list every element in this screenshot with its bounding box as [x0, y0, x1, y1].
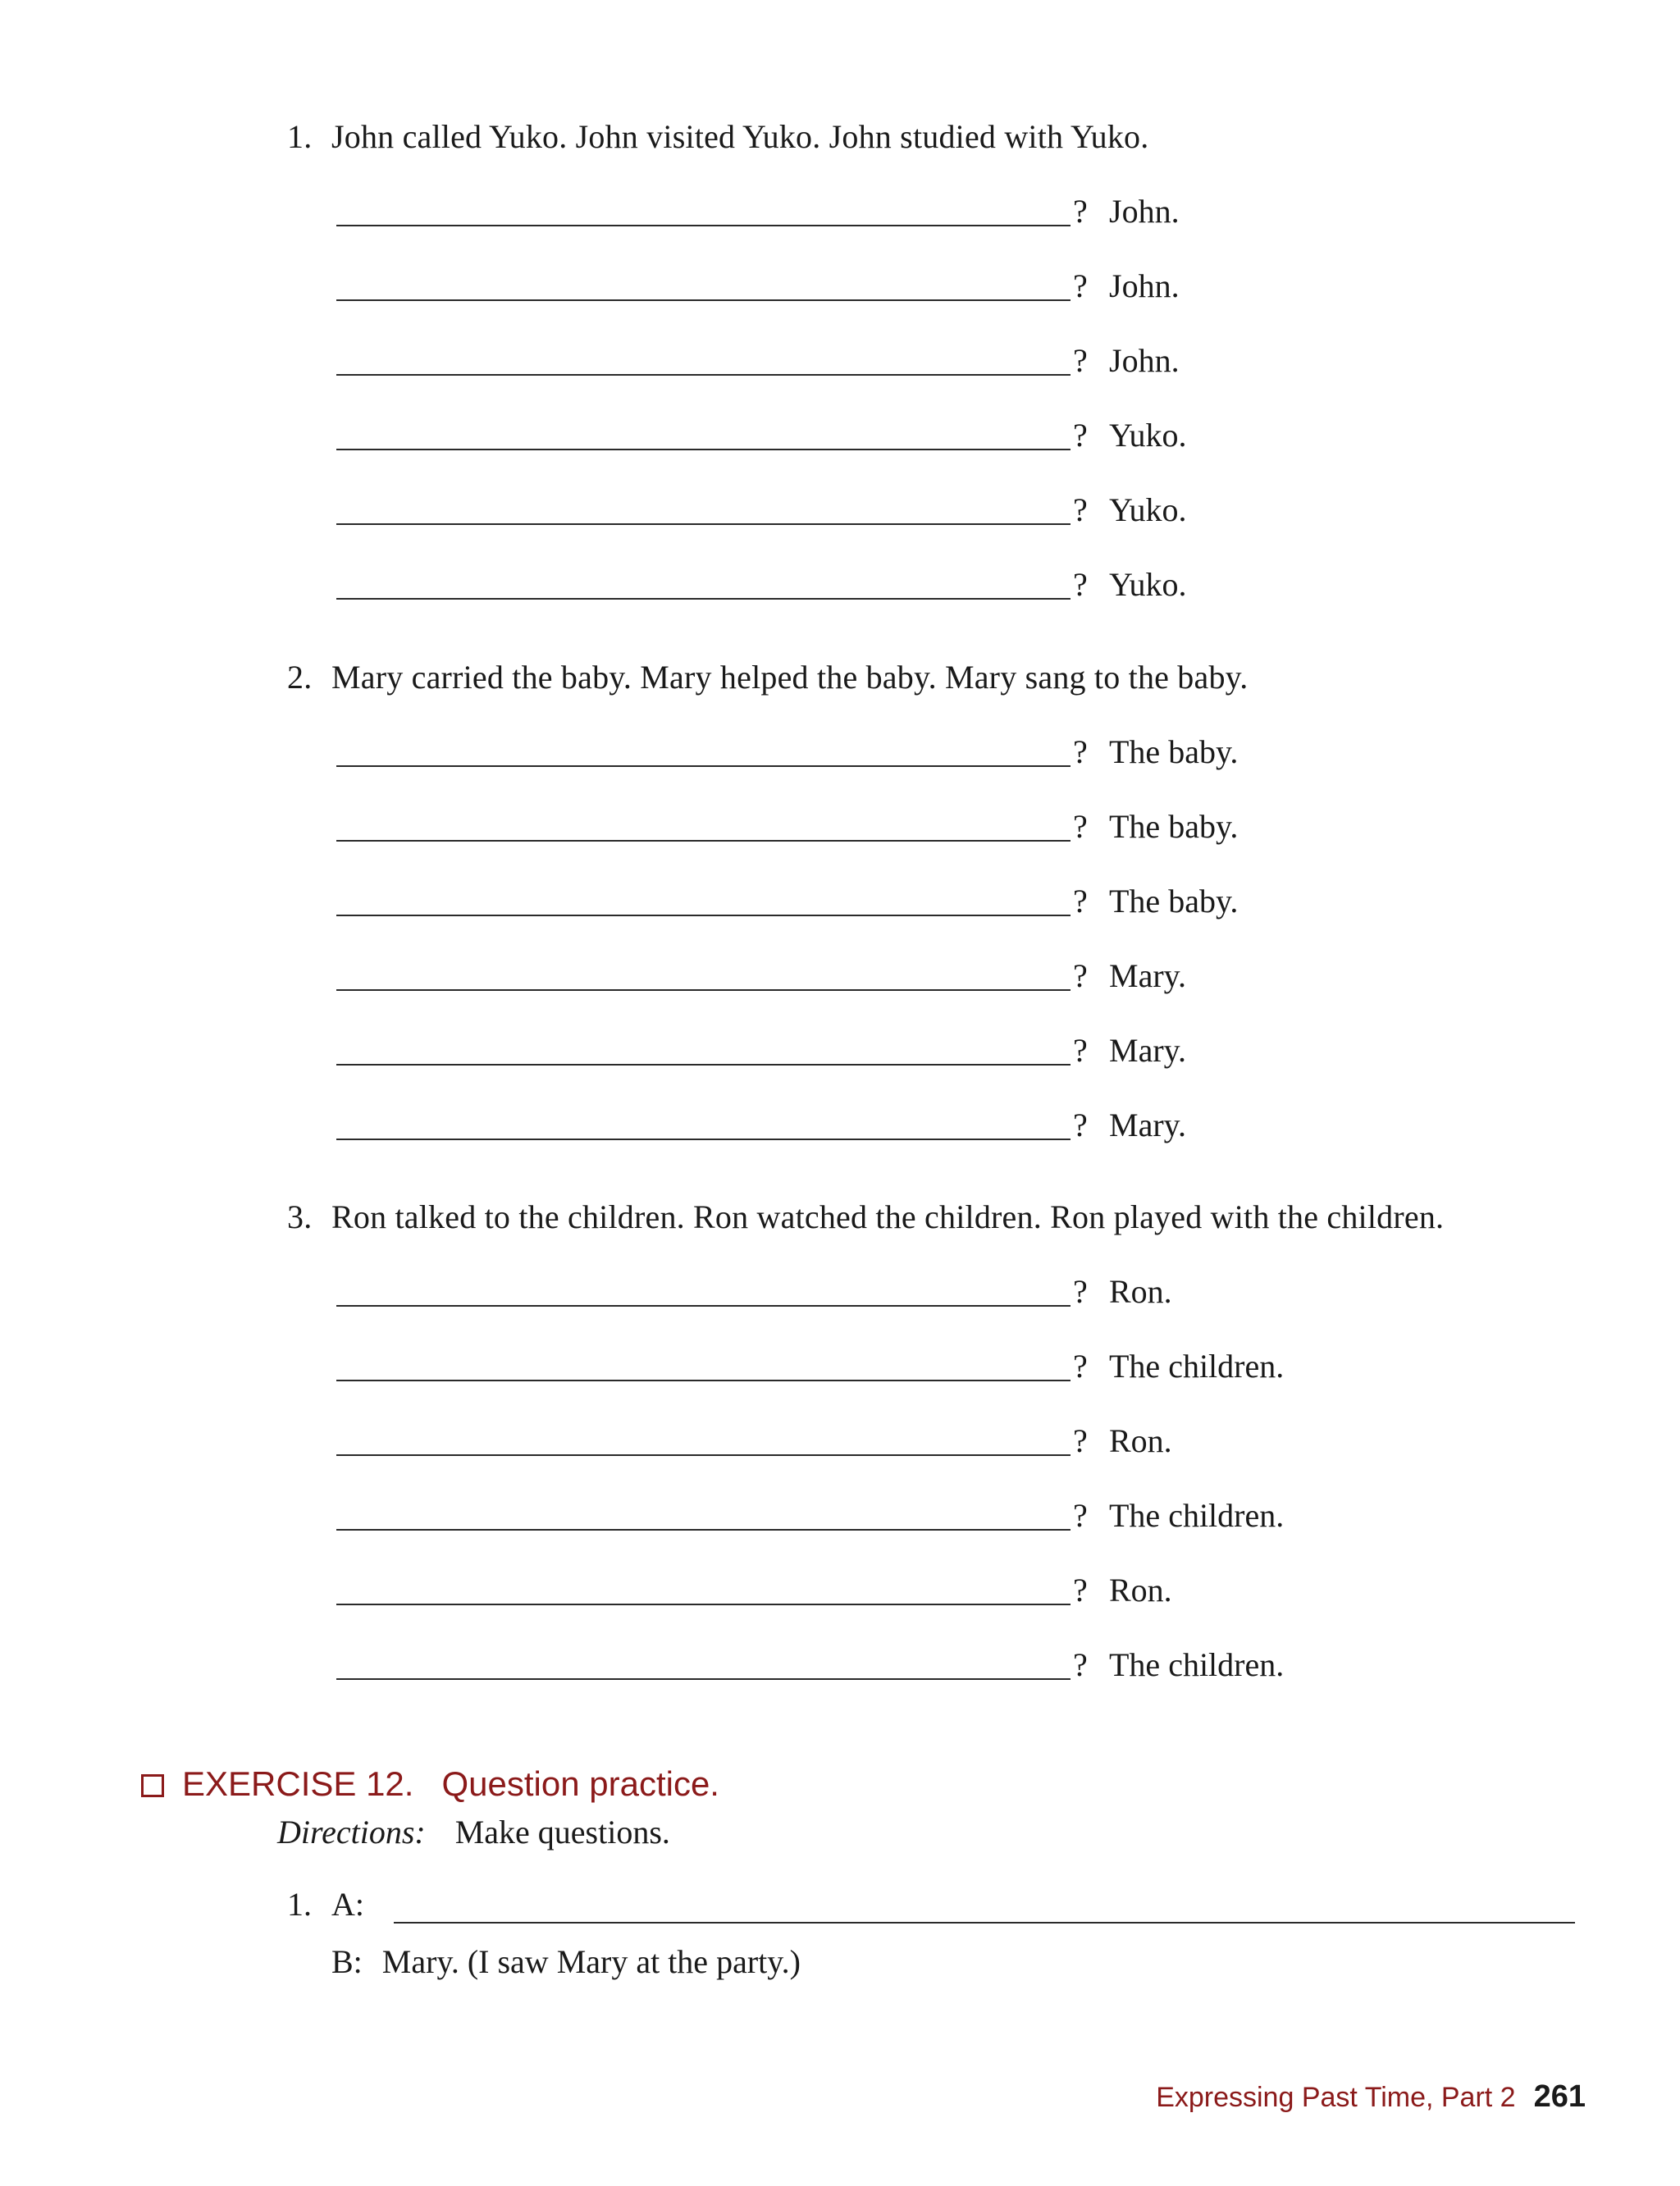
answer-text: The children.: [1109, 1348, 1285, 1385]
item-number: 1.: [287, 118, 313, 155]
item-prompt-text: John called Yuko. John visited Yuko. John studied with Yuko.: [331, 118, 1149, 155]
item-number: 2.: [287, 659, 313, 696]
answer-text: Ron.: [1109, 1572, 1172, 1609]
answer-text: The children.: [1109, 1646, 1285, 1683]
answer-text: Mary.: [1109, 957, 1187, 994]
question-mark: ?: [1073, 417, 1088, 454]
question-mark: ?: [1073, 566, 1088, 603]
answer-text: The baby.: [1109, 808, 1239, 845]
question-mark: ?: [1073, 1422, 1088, 1459]
answer-row: [287, 416, 1600, 491]
answer-text: Yuko.: [1109, 417, 1187, 454]
question-mark: ?: [1073, 808, 1088, 845]
question-mark: ?: [1073, 1273, 1088, 1310]
item-2: [287, 658, 1600, 1180]
dialog-line-a: [287, 1885, 364, 1924]
blank-line[interactable]: [336, 1604, 1071, 1605]
answer-row: [287, 1571, 1600, 1645]
answer-row: [287, 267, 1600, 341]
question-mark: ?: [1073, 883, 1088, 920]
chapter-title: Expressing Past Time, Part 2: [1156, 2082, 1516, 2113]
answer-row: [287, 1422, 1600, 1496]
blank-line[interactable]: [336, 225, 1071, 226]
question-mark: ?: [1073, 1646, 1088, 1683]
speaker-a-label: A:: [331, 1886, 364, 1923]
answer-text: Mary.: [1109, 1107, 1187, 1143]
blank-line[interactable]: [336, 1678, 1071, 1680]
question-mark: ?: [1073, 491, 1088, 528]
blank-line[interactable]: [336, 523, 1071, 525]
answer-row: [287, 1645, 1600, 1720]
answer-row: [287, 956, 1600, 1031]
question-mark: ?: [1073, 267, 1088, 304]
answer-text: Mary.: [1109, 1032, 1187, 1069]
blank-line[interactable]: [336, 765, 1071, 767]
question-mark: ?: [1073, 1497, 1088, 1534]
blank-line[interactable]: [336, 1064, 1071, 1066]
blank-line[interactable]: [336, 299, 1071, 301]
answer-text: Ron.: [1109, 1422, 1172, 1459]
directions-label: Directions:: [277, 1814, 426, 1851]
answer-text: Yuko.: [1109, 491, 1187, 528]
blank-line[interactable]: [336, 1529, 1071, 1531]
answer-row: [287, 1106, 1600, 1180]
answer-row: [287, 491, 1600, 565]
item-prompt: [287, 1198, 1600, 1237]
answer-text: Ron.: [1109, 1273, 1172, 1310]
answer-text: John.: [1109, 342, 1180, 379]
blank-line[interactable]: [336, 374, 1071, 376]
dialog-line-b: [331, 1942, 801, 1982]
blank-line[interactable]: [336, 1139, 1071, 1140]
answer-row: [287, 192, 1600, 267]
question-mark: ?: [1073, 957, 1088, 994]
answer-row: [287, 882, 1600, 956]
item-1: [287, 117, 1600, 640]
speaker-b-text: Mary. (I saw Mary at the party.): [381, 1943, 801, 1980]
speaker-b-label: B:: [331, 1943, 363, 1980]
dialog-number: 1.: [287, 1886, 312, 1923]
answer-row: [287, 1031, 1600, 1106]
question-mark: ?: [1073, 342, 1088, 379]
item-prompt: [287, 658, 1600, 697]
answer-row: [287, 341, 1600, 416]
answer-text: Yuko.: [1109, 566, 1187, 603]
blank-line[interactable]: [336, 1454, 1071, 1456]
blank-line[interactable]: [336, 1380, 1071, 1381]
question-mark: ?: [1073, 1572, 1088, 1609]
item-prompt-text: Ron talked to the children. Ron watched the children. Ron played with the children.: [331, 1198, 1445, 1235]
question-mark: ?: [1073, 1107, 1088, 1143]
answer-text: John.: [1109, 193, 1180, 230]
exercise-heading: [141, 1764, 719, 1805]
question-mark: ?: [1073, 733, 1088, 770]
question-mark: ?: [1073, 193, 1088, 230]
checkbox-icon[interactable]: [141, 1774, 164, 1797]
answer-text: The children.: [1109, 1497, 1285, 1534]
item-prompt-text: Mary carried the baby. Mary helped the baby. Mary sang to the baby.: [331, 659, 1249, 696]
answer-row: [287, 732, 1600, 807]
answer-text: John.: [1109, 267, 1180, 304]
page-number: 261: [1533, 2079, 1586, 2114]
exercise-title: Question practice.: [441, 1764, 719, 1803]
directions-text: Make questions.: [454, 1814, 670, 1851]
question-mark: ?: [1073, 1348, 1088, 1385]
answer-row: [287, 1496, 1600, 1571]
blank-line[interactable]: [336, 989, 1071, 991]
exercise-label: EXERCISE 12.: [182, 1764, 414, 1803]
answer-row: [287, 565, 1600, 640]
item-prompt: [287, 117, 1600, 157]
answer-row: [287, 1272, 1600, 1347]
blank-line[interactable]: [336, 915, 1071, 916]
blank-line[interactable]: [336, 840, 1071, 842]
directions: [277, 1813, 670, 1852]
answer-text: The baby.: [1109, 733, 1239, 770]
answer-text: The baby.: [1109, 883, 1239, 920]
blank-line[interactable]: [336, 598, 1071, 600]
blank-line[interactable]: [394, 1922, 1575, 1924]
blank-line[interactable]: [336, 1305, 1071, 1307]
question-mark: ?: [1073, 1032, 1088, 1069]
page-footer: [1156, 2079, 1586, 2115]
item-3: [287, 1198, 1600, 1720]
item-number: 3.: [287, 1198, 313, 1235]
blank-line[interactable]: [336, 449, 1071, 450]
answer-row: [287, 1347, 1600, 1422]
answer-row: [287, 807, 1600, 882]
